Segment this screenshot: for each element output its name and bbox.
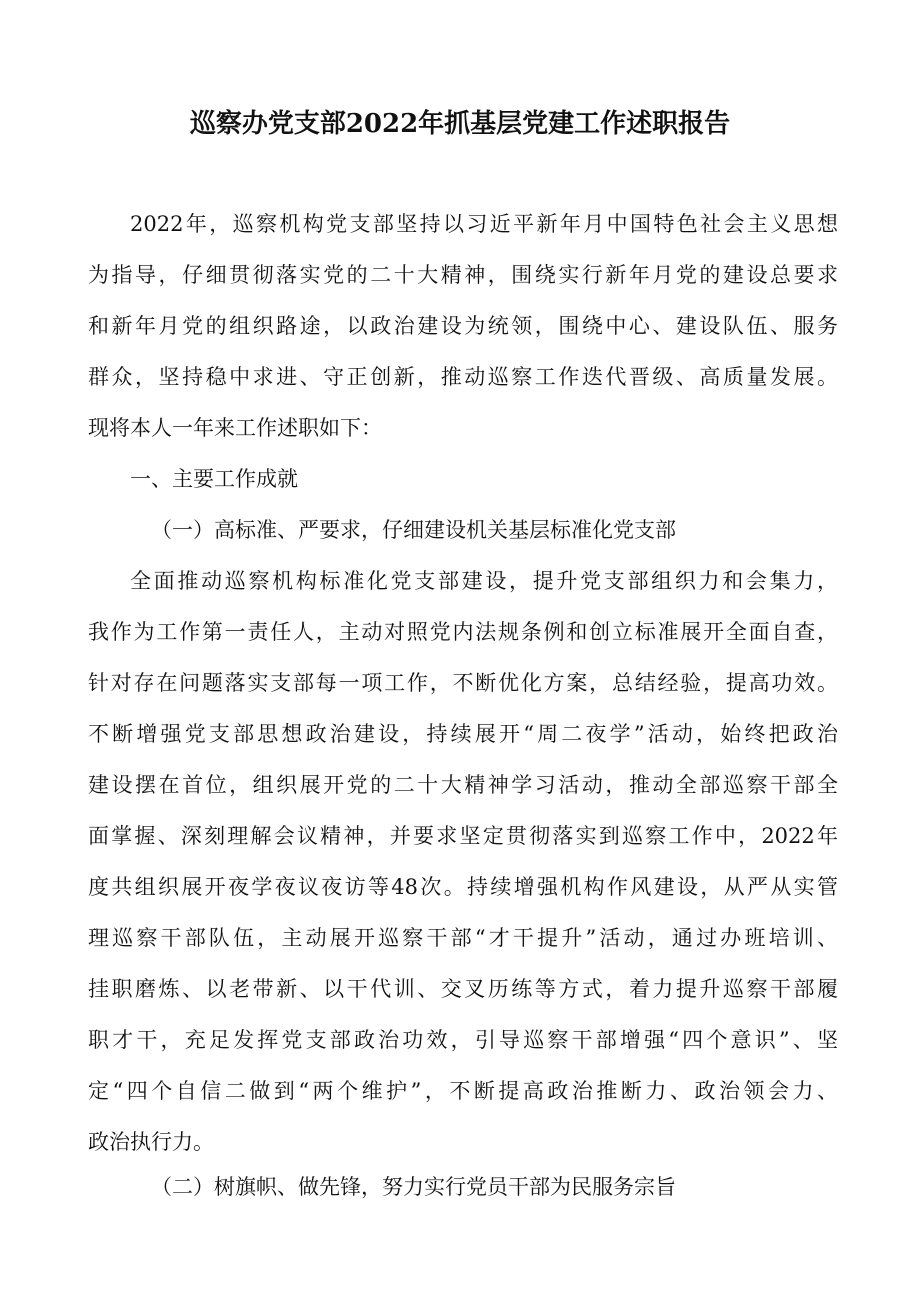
document-title: 巡察办党支部2022年抓基层党建工作述职报告 xyxy=(189,109,731,139)
paragraph-line: 和新年月党的组织路途，以政治建设为统领，围绕中心、建设队伍、服务 xyxy=(88,314,838,338)
paragraph-line: 针对存在问题落实支部每一项工作，不断优化方案，总结经验，提高功效。 xyxy=(88,671,838,695)
paragraph-line: 建设摆在首位，组织展开党的二十大精神学习活动，推动全部巡察干部全 xyxy=(88,773,838,797)
paragraph-line: 挂职磨炼、以老带新、以干代训、交叉历练等方式，着力提升巡察干部履 xyxy=(88,977,838,1001)
paragraph-line: 群众，坚持稳中求进、守正创新，推动巡察工作迭代晋级、高质量发展。 xyxy=(88,365,838,389)
paragraph-line: 度共组织展开夜学夜议夜访等48次。持续增强机构作风建设，从严从实管 xyxy=(88,875,838,899)
paragraph-line: 政治执行力。 xyxy=(88,1130,214,1154)
paragraph-line: 现将本人一年来工作述职如下： xyxy=(88,416,382,440)
paragraph-line: 职才干，充足发挥党支部政治功效，引导巡察干部增强“四个意识”、坚 xyxy=(88,1028,838,1052)
subsection-heading: （一）高标准、严要求，仔细建设机关基层标准化党支部 xyxy=(151,518,676,542)
paragraph-line: 我作为工作第一责任人，主动对照党内法规条例和创立标准展开全面自查， xyxy=(88,620,838,644)
intro-paragraph xyxy=(88,199,838,454)
paragraph-line: 2022年，巡察机构党支部坚持以习近平新年月中国特色社会主义思想 xyxy=(130,212,838,236)
paragraph-line: 理巡察干部队伍，主动展开巡察干部“才干提升”活动，通过办班培训、 xyxy=(88,926,838,950)
paragraph-line: 不断增强党支部思想政治建设，持续展开“周二夜学”活动，始终把政治 xyxy=(88,722,838,746)
paragraph-line: 全面推动巡察机构标准化党支部建设，提升党支部组织力和会集力， xyxy=(130,569,838,593)
subsection-paragraph xyxy=(88,556,838,1168)
paragraph-line: 定“四个自信二做到“两个维护”，不断提高政治推断力、政治领会力、 xyxy=(88,1079,838,1103)
paragraph-line: 面掌握、深刻理解会议精神，并要求坚定贯彻落实到巡察工作中，2022年 xyxy=(88,824,838,848)
subsection-heading-2: （二）树旗帜、做先锋，努力实行党员干部为民服务宗旨 xyxy=(151,1175,676,1199)
section-heading: 一、主要工作成就 xyxy=(130,467,298,491)
paragraph-line: 为指导，仔细贯彻落实党的二十大精神，围绕实行新年月党的建设总要求 xyxy=(88,263,838,287)
